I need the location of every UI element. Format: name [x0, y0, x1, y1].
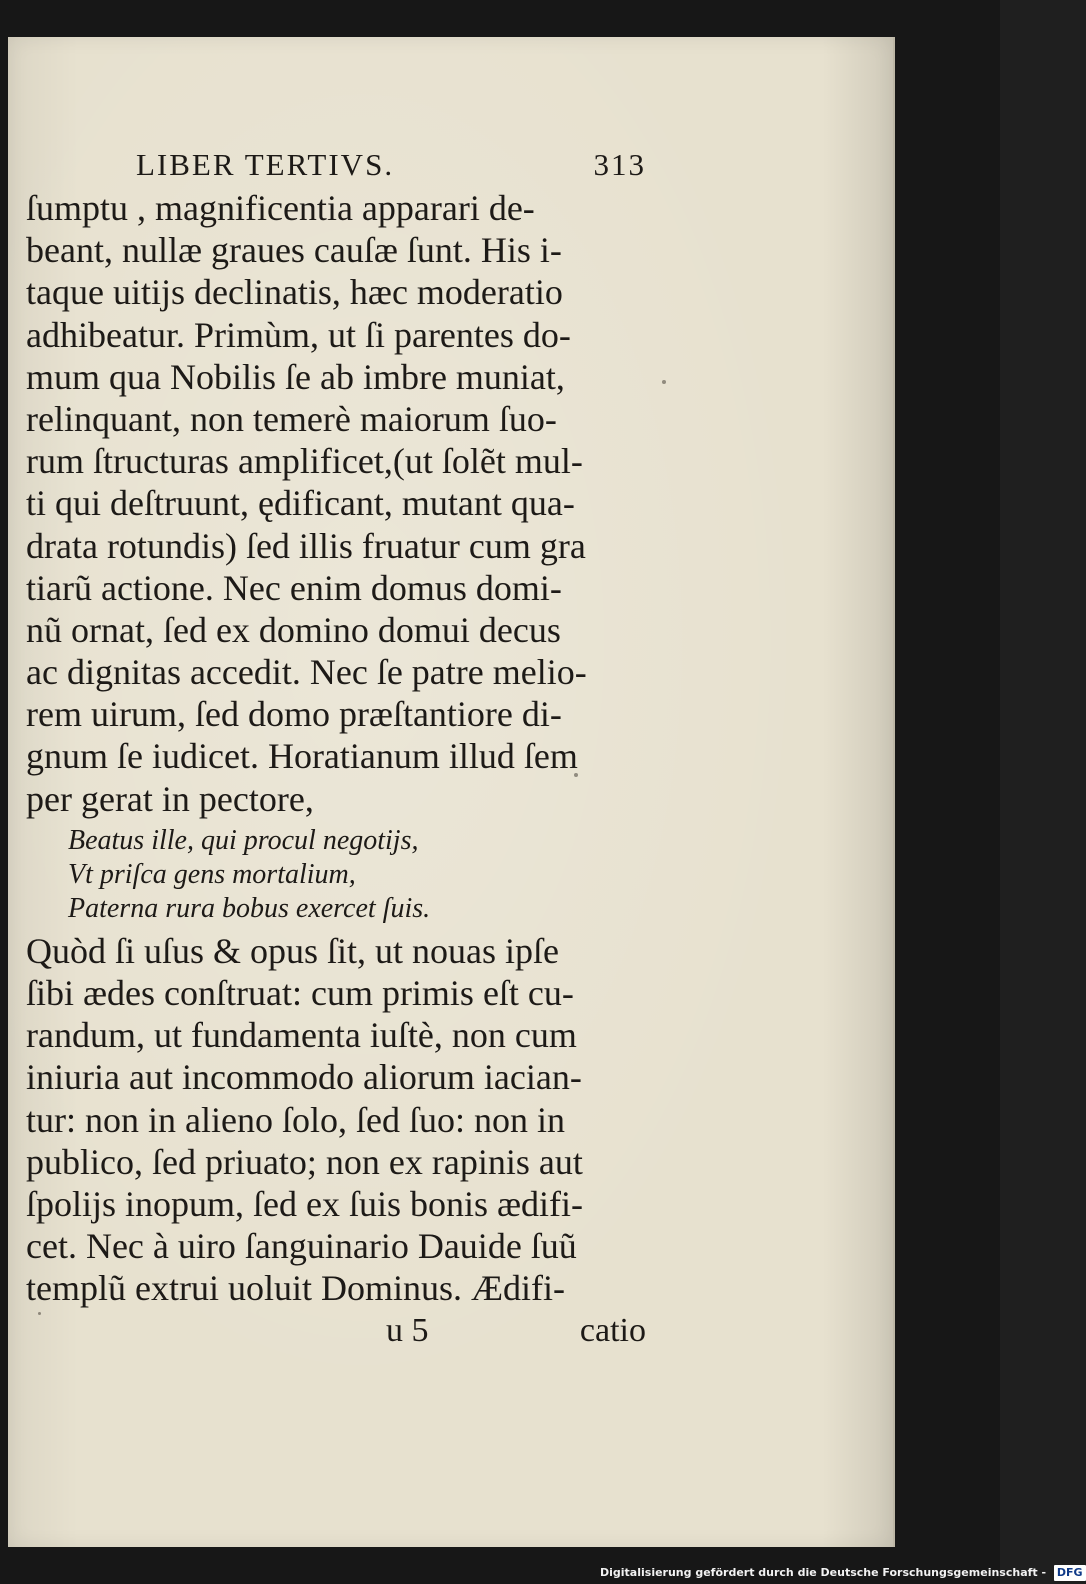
text-line: rum ſtructuras amplificet,(ut ſolẽt mul-: [26, 441, 583, 482]
credit-text: Digitalisierung gefördert durch die Deutsche Forschungsgemeinschaft -: [600, 1566, 1047, 1579]
text-line: taque uitijs declinatis, hæc moderatio: [26, 272, 563, 313]
catchword: catio: [579, 1311, 646, 1349]
verse-line: Paterna rura bobus exercet ſuis.: [68, 892, 431, 924]
signature-mark: u 5: [386, 1311, 429, 1349]
text-line: drata rotundis) ſed illis fruatur cum gra: [26, 525, 586, 566]
text-line: ac dignitas accedit. Nec ſe patre melio-: [26, 652, 587, 693]
text-line: gnum ſe iudicet. Horatianum illud ſem: [26, 736, 578, 777]
text-line: tur: non in alieno ſolo, ſed ſuo: non in: [26, 1099, 565, 1140]
text-line: templũ extrui uoluit Dominus. Ædifi-: [26, 1268, 565, 1309]
text-line: ſpolijs inopum, ſed ex ſuis bonis ædifi-: [26, 1183, 583, 1224]
text-line: adhibeatur. Primùm, ut ſi parentes do-: [26, 314, 571, 355]
text-line: cet. Nec à uiro ſanguinario Dauide ſuũ: [26, 1226, 577, 1267]
text-line: beant, nullæ graues cauſæ ſunt. His i-: [26, 230, 562, 271]
body-paragraph-1: [26, 187, 646, 820]
body-paragraph-2: [26, 930, 646, 1310]
text-line: rem uirum, ſed domo præſtantiore di-: [26, 694, 562, 735]
text-line: Quòd ſi uſus & opus ſit, ut nouas ipſe: [26, 930, 560, 971]
text-line: ſumptu , magnificentia apparari de-: [26, 188, 535, 228]
running-head: [26, 147, 646, 187]
text-line: mum qua Nobilis ſe ab imbre muniat,: [26, 356, 565, 397]
page-speck: [662, 380, 666, 384]
text-line: iniuria aut incommodo aliorum iacian-: [26, 1057, 582, 1098]
book-page: [8, 37, 895, 1547]
text-line: tiarũ actione. Nec enim domus domi-: [26, 567, 562, 608]
text-line: publico, ſed priuato; non ex rapinis aut: [26, 1141, 583, 1182]
verse-quotation: [26, 824, 646, 926]
running-head-title: LIBER TERTIVS.: [136, 147, 395, 182]
text-line: ſibi ædes conſtruat: cum primis eſt cu-: [26, 973, 574, 1013]
text-line: nũ ornat, ſed ex domino domui decus: [26, 609, 561, 650]
text-line: per gerat in pectore,: [26, 778, 314, 819]
text-line: relinquant, non temerè maiorum ſuo-: [26, 398, 557, 439]
catchline: [26, 1312, 646, 1352]
text-line: ti qui deſtruunt, ędificant, mutant qua-: [26, 483, 575, 524]
verse-line: Vt priſca gens mortalium,: [68, 858, 356, 890]
dfg-logo: DFG: [1054, 1565, 1086, 1581]
page-number: 313: [593, 147, 646, 182]
verse-line: Beatus ille, qui procul negotijs,: [68, 824, 419, 856]
page-text-block: [26, 147, 646, 1352]
digitization-credit: [600, 1565, 1083, 1581]
text-line: randum, ut fundamenta iuſtè, non cum: [26, 1015, 577, 1056]
